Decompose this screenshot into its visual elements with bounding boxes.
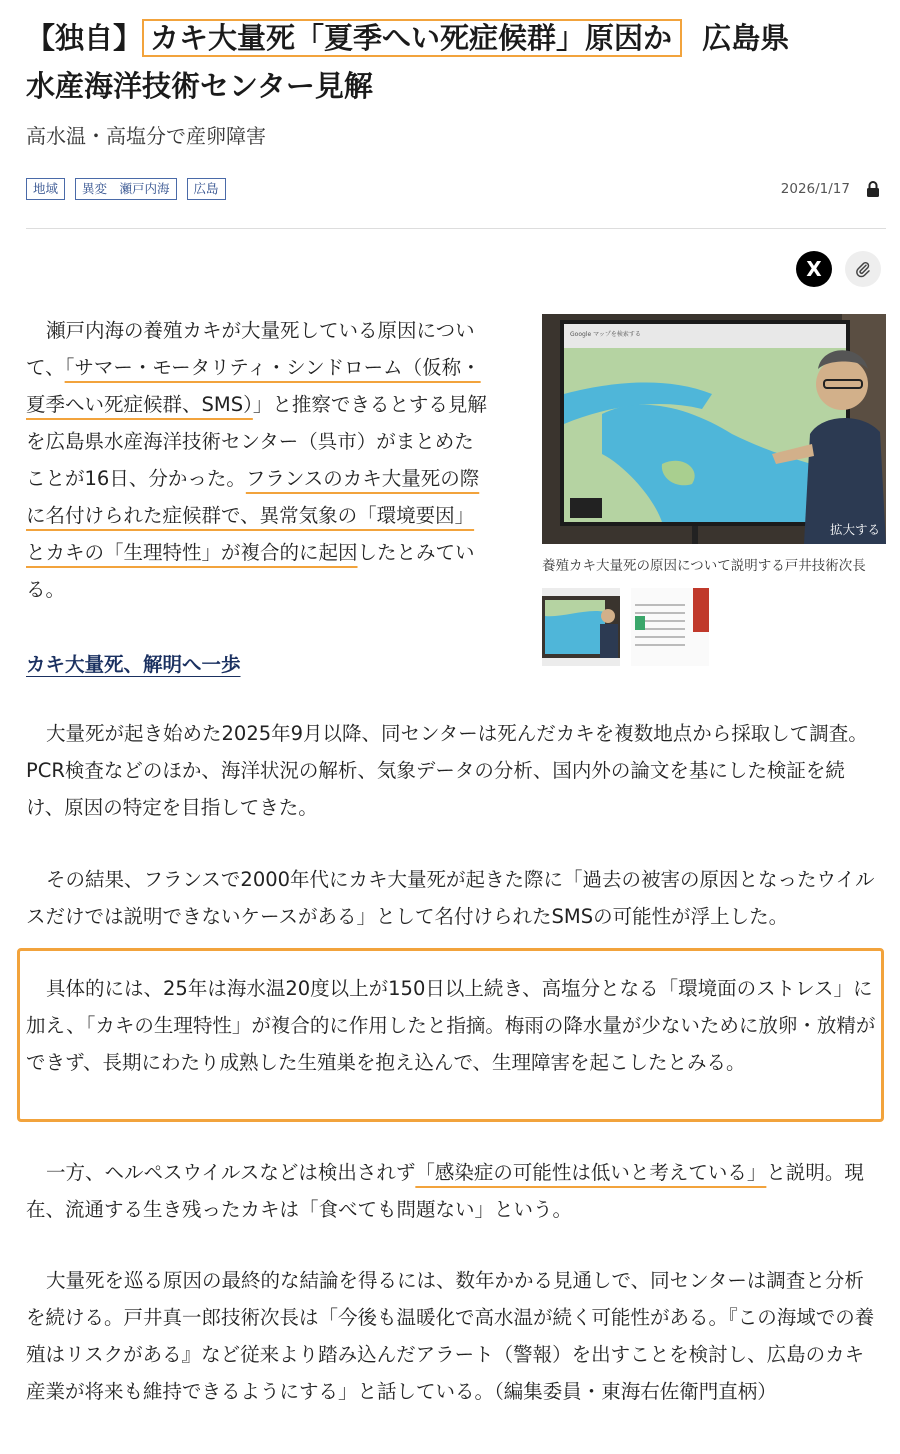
photo-scene: [542, 314, 886, 544]
lead-underline-1: 「サマー・モータリティ・シンドローム（仮称・夏季へい死症候群、SMS）: [26, 356, 481, 416]
quote-underline: 「感染症の可能性は低いと考えている」: [415, 1161, 767, 1184]
paragraph-5: 大量死を巡る原因の最終的な結論を得るには、数年かかる見通しで、同センターは調査と分析を続ける。戸井真一郎技術次長は「今後も温暖化で高水温が続く可能性がある。『この海域での養殖はリスクがある』など従来より踏み込んだアラート（警報）を出すことを検討し、広島のカキ産業が将来も維持できるようにする」と話している。（編集委員・東海右佐衛門直柄）: [26, 1269, 875, 1403]
article-subtitle: 高水温・高塩分で産卵障害: [26, 124, 266, 148]
lead-paragraph: 瀬戸内海の養殖カキが大量死している原因について、「サマー・モータリティ・シンドローム（仮称・夏季へい死症候群、SMS）」と推察できるとする見解を広島県水産海洋技術センター（呉市）がまとめたことが16日、分かった。フランスのカキ大量死の際に名付けられた症候群で、異常気象の「環境要因」とカキの「生理特性」が複合的に起因したとみている。: [26, 319, 487, 601]
divider: [26, 228, 886, 229]
screen-search-text: Google マップを検索する: [570, 331, 641, 338]
enlarge-label[interactable]: 拡大する: [829, 522, 880, 537]
paragraph-3: 具体的には、25年は海水温20度以上が150日以上続き、高塩分となる「環境面のストレス」に加え、「カキの生理特性」が複合的に作用したと指摘。梅雨の降水量が少ないために放卵・放精ができず、長期にわたり成熟した生殖巣を抱え込んで、生理障害を起こしたとみる。: [26, 977, 876, 1074]
tag-list: [26, 178, 226, 200]
paragraph-1: 大量死が起き始めた2025年9月以降、同センターは死んだカキを複数地点から採取して調査。PCR検査などのほか、海洋状況の解析、気象データの分析、国内外の論文を基にした検証を続け、原因の特定を目指してきた。: [26, 722, 868, 819]
article-headline: [26, 14, 876, 110]
paragraph-4: 一方、ヘルペスウイルスなどは検出されず「感染症の可能性は低いと考えている」と説明。現在、流通する生き残ったカキは「食べても問題ない」という。: [26, 1161, 864, 1221]
lock-icon: [866, 180, 880, 198]
tag-region[interactable]: 地域: [26, 178, 65, 200]
paragraph-2: その結果、フランスで2000年代にカキ大量死が起きた際に「過去の被害の原因となったウイルスだけでは説明できないケースがある」として名付けられたSMSの可能性が浮上した。: [26, 868, 875, 928]
headline-highlight: カキ大量死「夏季へい死症候群」原因か: [142, 19, 682, 57]
thumbnail-photo[interactable]: [542, 588, 620, 666]
share-x-button[interactable]: [796, 251, 832, 287]
tag-hiroshima[interactable]: 広島: [187, 178, 226, 200]
x-icon: X: [806, 257, 822, 281]
main-photo[interactable]: [542, 314, 886, 544]
headline-rest: 広島県: [702, 21, 790, 55]
lead-underline-2: フランスのカキ大量死の際に名付けられた症候群で、異常気象の「環境要因」とカキの「生理特性」が複合的に起因: [26, 467, 480, 564]
tag-setonaikai[interactable]: 異変 瀬戸内海: [75, 178, 177, 200]
photo-caption: 養殖カキ大量死の原因について説明する戸井技術次長: [542, 558, 866, 574]
publish-date: 2026/1/17: [780, 181, 850, 197]
copy-link-button[interactable]: [845, 251, 881, 287]
thumbnail-document[interactable]: [631, 588, 709, 666]
paperclip-icon: [854, 260, 872, 278]
headline-prefix: 【独自】: [26, 21, 143, 55]
headline-line2: 水産海洋技術センター見解: [26, 69, 373, 103]
section-heading[interactable]: カキ大量死、解明へ一歩: [26, 653, 241, 676]
